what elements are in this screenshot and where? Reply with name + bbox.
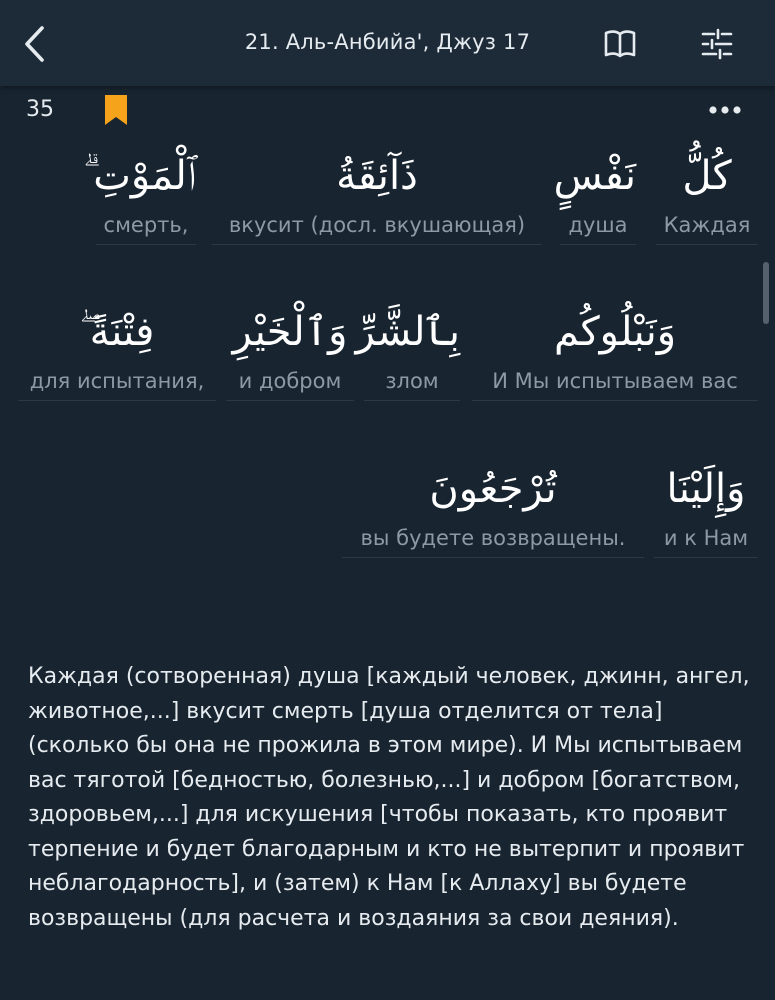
settings-button[interactable]: [700, 27, 734, 61]
word-translation: для испытания,: [18, 366, 216, 401]
ayah-number: 35: [26, 97, 54, 122]
arabic-word: وَإِلَيْنَا: [666, 466, 746, 512]
word-item[interactable]: [355, 302, 460, 401]
back-button[interactable]: [18, 24, 54, 64]
arabic-word: كُلُّ: [682, 153, 732, 199]
word-translation: вы будете возвращены.: [342, 523, 644, 558]
word-translation: и к Нам: [654, 523, 758, 558]
word-item[interactable]: [553, 146, 636, 245]
word-translation: вкусит (досл. вкушающая): [212, 210, 542, 245]
word-item[interactable]: [654, 459, 758, 558]
arabic-word: بِٱلشَّرِّ: [355, 309, 460, 355]
ayah-translation: Каждая (сотворенная) душа [каждый человек, джинн, ангел, животное,...] вкусит смерть [душа отделится от тела] (сколько бы она не прожила в этом мире). И Мы испытываем вас тяготой [бедностью, болезнью,...] и добром [богатством, здоровьем,...] для искушения [чтобы показать, кто проявит терпение и будет благодарным и кто не вытерпит и проявит неблагодарность], и (затем) к Нам [к Аллаху] вы будете возвращены (для расчета и воздаяния за свои деяния).: [28, 664, 750, 931]
word-translation: смерть,: [96, 210, 196, 245]
word-translation: душа: [560, 210, 636, 245]
arabic-word: نَفْسٍ: [553, 153, 636, 199]
reading-mode-button[interactable]: [603, 28, 637, 60]
word-item[interactable]: [656, 146, 758, 245]
word-item[interactable]: [342, 459, 644, 558]
open-book-icon: [603, 28, 637, 60]
word-item[interactable]: [83, 146, 196, 245]
arabic-word: فِتْنَةً ۖ: [79, 309, 155, 355]
arabic-word: وَٱلْخَيْرِ: [232, 309, 348, 355]
more-options-button[interactable]: [706, 102, 744, 118]
word-item[interactable]: [212, 146, 542, 245]
bookmark-icon: [104, 94, 128, 126]
arabic-word: ذَآئِقَةُ: [336, 153, 418, 199]
word-item[interactable]: [226, 302, 354, 401]
word-translation: Каждая: [656, 210, 758, 245]
word-translation: и добром: [226, 366, 354, 401]
arabic-word: تُرْجَعُونَ: [429, 466, 557, 512]
chevron-left-icon: [18, 24, 54, 64]
top-bar: [0, 0, 775, 86]
word-item[interactable]: [18, 302, 216, 401]
more-horizontal-icon: [706, 102, 744, 118]
word-translation: злом: [364, 366, 460, 401]
sliders-icon: [700, 27, 734, 61]
page-title: 21. Аль-Анбийа', Джуз 17: [244, 30, 531, 54]
word-translation: И Мы испытываем вас: [472, 366, 758, 401]
word-item[interactable]: [472, 302, 758, 401]
bookmark-button[interactable]: [104, 94, 128, 126]
arabic-word: ٱلْمَوْتِ ۗ: [83, 153, 196, 199]
arabic-word: وَنَبْلُوكُم: [553, 309, 677, 355]
scrollbar[interactable]: [763, 262, 769, 324]
